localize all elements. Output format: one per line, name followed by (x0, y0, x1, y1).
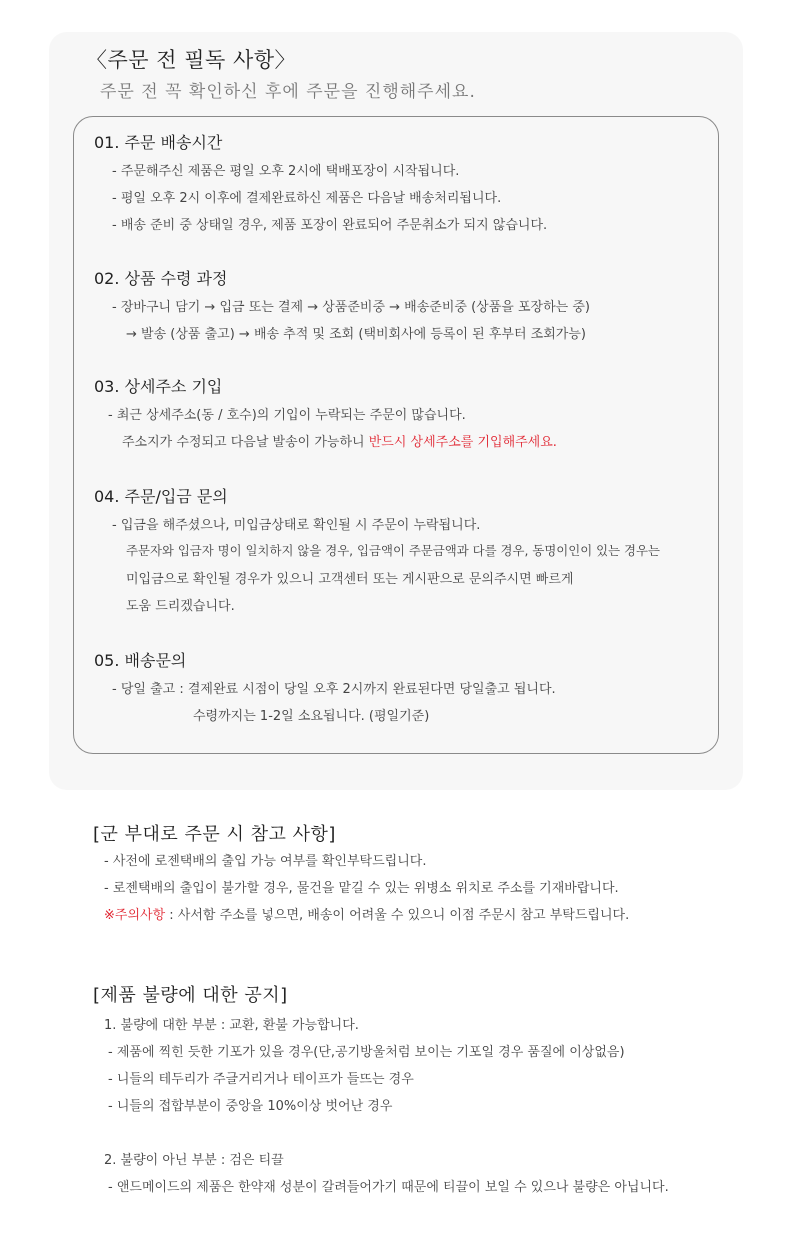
military-line: - 로젠택배의 출입이 불가할 경우, 물건을 맡길 수 있는 위병소 위치로 주소를 기재바랍니다. (104, 881, 619, 896)
defect-line: 1. 불량에 대한 부분 : 교환, 환불 가능합니다. (104, 1018, 359, 1033)
caution-text: : 사서함 주소를 넣으면, 배송이 어려울 수 있으니 이점 주문시 참고 부탁드립니다. (165, 908, 630, 923)
section-4-title: 04. 주문/입금 문의 (94, 487, 228, 506)
defect-line: - 앤드메이드의 제품은 한약재 성분이 갈려들어가기 때문에 티끌이 보일 수 있으나 불량은 아닙니다. (108, 1180, 669, 1195)
section-4-line: 도움 드리겠습니다. (126, 599, 235, 614)
caution-label: ※주의사항 (104, 908, 166, 923)
section-1-line: - 주문해주신 제품은 평일 오후 2시에 택배포장이 시작됩니다. (112, 164, 460, 179)
section-4-line: - 입금을 해주셨으나, 미입금상태로 확인될 시 주문이 누락됩니다. (112, 518, 481, 533)
section-1-title: 01. 주문 배송시간 (94, 133, 223, 152)
section-4-line: 주문자와 입금자 명이 일치하지 않을 경우, 입금액이 주문금액과 다를 경우, 동명이인이 있는 경우는 (126, 543, 660, 558)
section-5-title: 05. 배송문의 (94, 651, 187, 670)
section-3-line-text: 주소지가 수정되고 다음날 발송이 가능하니 (122, 435, 369, 450)
notice-subtitle: 주문 전 꼭 확인하신 후에 주문을 진행해주세요. (100, 82, 476, 102)
defect-line: - 니들의 접합부분이 중앙을 10%이상 벗어난 경우 (108, 1099, 393, 1114)
defect-line: - 제품에 찍힌 듯한 기포가 있을 경우(단,공기방울처럼 보이는 기포일 경우 품질에 이상없음) (108, 1045, 625, 1060)
section-1-line: - 평일 오후 2시 이후에 결제완료하신 제품은 다음날 배송처리됩니다. (112, 191, 502, 206)
section-2-line: → 발송 (상품 출고) → 배송 추적 및 조회 (택비회사에 등록이 된 후부터 조회가능) (126, 327, 586, 342)
military-line: - 사전에 로젠택배의 출입 가능 여부를 확인부탁드립니다. (104, 854, 427, 869)
section-2-title: 02. 상품 수령 과정 (94, 269, 228, 288)
notice-title: 〈주문 전 필독 사항〉 (86, 48, 297, 72)
section-1-line: - 배송 준비 중 상태일 경우, 제품 포장이 완료되어 주문취소가 되지 않습니다. (112, 218, 548, 233)
section-3-title: 03. 상세주소 기입 (94, 377, 223, 396)
section-3-highlight: 반드시 상세주소를 기입해주세요. (368, 435, 557, 450)
military-title: [군 부대로 주문 시 참고 사항] (93, 824, 336, 845)
military-caution (104, 904, 629, 923)
defect-line: 2. 불량이 아닌 부분 : 검은 티끌 (104, 1153, 284, 1168)
section-3-line: - 최근 상세주소(동 / 호수)의 기입이 누락되는 주문이 많습니다. (108, 408, 466, 423)
defect-line: - 니들의 테두리가 주글거리거나 테이프가 들뜨는 경우 (108, 1072, 414, 1087)
section-5-line: - 당일 출고 : 결제완료 시점이 당일 오후 2시까지 완료된다면 당일출고 됩니다. (112, 682, 556, 697)
section-3-line-2 (122, 431, 557, 450)
section-4-line: 미입금으로 확인될 경우가 있으니 고객센터 또는 게시판으로 문의주시면 빠르게 (126, 572, 574, 587)
section-5-line: 수령까지는 1-2일 소요됩니다. (평일기준) (193, 709, 430, 724)
section-2-line: - 장바구니 담기 → 입금 또는 결제 → 상품준비중 → 배송준비중 (상품을 포장하는 중) (112, 300, 590, 315)
defect-title: [제품 불량에 대한 공지] (93, 985, 288, 1006)
